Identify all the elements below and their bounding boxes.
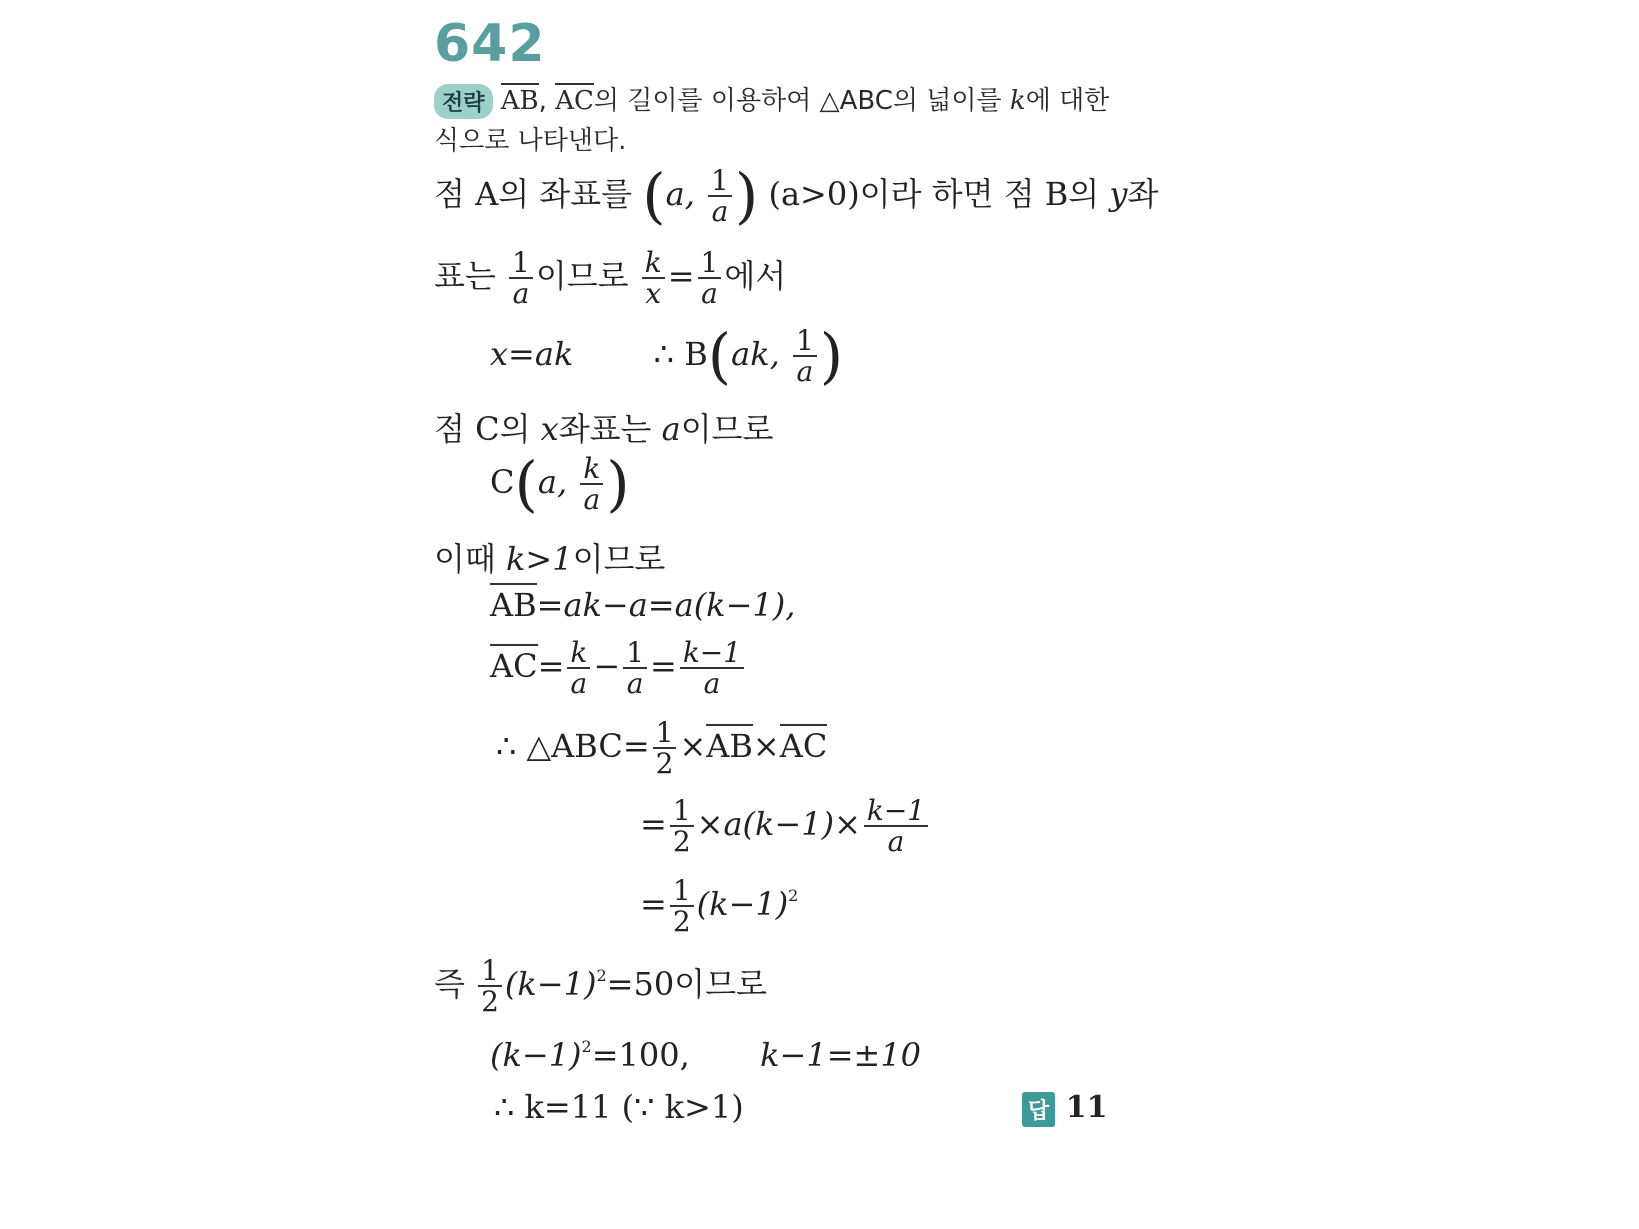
denominator: a bbox=[626, 667, 644, 701]
text: 즉 bbox=[434, 964, 465, 1003]
expression: (k−1) bbox=[504, 964, 597, 1003]
exponent: 2 bbox=[788, 885, 799, 905]
fraction-k-over-a bbox=[580, 454, 603, 515]
denominator: 2 bbox=[481, 985, 499, 1019]
segment-ac: AC bbox=[780, 724, 828, 765]
solution-line-9 bbox=[496, 718, 827, 779]
answer bbox=[1022, 1090, 1107, 1127]
solution-line-12 bbox=[434, 956, 767, 1017]
exponent: 2 bbox=[581, 1037, 592, 1056]
strategy-text1: 의 길이를 이용하여 △ABC의 넓이를 bbox=[593, 86, 1002, 116]
denominator: a bbox=[570, 667, 588, 701]
fraction bbox=[509, 248, 533, 309]
strategy-line bbox=[434, 80, 1109, 119]
solution-line-7 bbox=[490, 586, 795, 624]
fraction-k-over-x bbox=[642, 248, 665, 309]
coord: a, bbox=[537, 462, 568, 501]
expression: (k−1) bbox=[490, 1036, 582, 1074]
coord-a: a, bbox=[665, 174, 695, 213]
var-x: x bbox=[540, 410, 559, 448]
therefore-b: ∴ B bbox=[653, 334, 708, 373]
expression: (k−1) bbox=[696, 884, 789, 923]
numerator: 1 bbox=[653, 718, 677, 749]
denominator: a bbox=[703, 667, 721, 701]
denominator: a bbox=[887, 825, 905, 859]
solution-line-5 bbox=[490, 449, 630, 520]
times: × bbox=[679, 726, 707, 765]
fraction-1-over-a bbox=[708, 166, 732, 227]
equation: =100, bbox=[591, 1036, 690, 1074]
fraction-half bbox=[670, 876, 694, 937]
solution-line-2 bbox=[434, 248, 786, 309]
paren-close: ) bbox=[734, 161, 759, 232]
var-y: y bbox=[1109, 174, 1128, 213]
denominator: a bbox=[711, 195, 729, 229]
text: 이므로 bbox=[680, 410, 774, 448]
segment-ab: AB bbox=[501, 83, 539, 116]
minus: − bbox=[593, 646, 621, 685]
equals: = bbox=[667, 256, 695, 295]
denominator: 2 bbox=[655, 747, 674, 781]
fraction-k-over-a bbox=[567, 638, 590, 699]
strategy-text2: 에 대한 bbox=[1025, 86, 1110, 116]
numerator: 1 bbox=[623, 638, 647, 669]
text: 좌표는 bbox=[558, 410, 652, 448]
text: =50이므로 bbox=[606, 964, 767, 1003]
coord: ak, bbox=[731, 334, 780, 373]
problem-number: 642 bbox=[434, 14, 546, 74]
solution-line-6 bbox=[434, 534, 665, 580]
solution-line-8 bbox=[490, 638, 747, 699]
numerator: k bbox=[580, 454, 603, 485]
comma: , bbox=[538, 86, 547, 116]
denominator: a bbox=[583, 483, 601, 517]
fraction-km1-over-a bbox=[864, 796, 928, 857]
paren-close: ) bbox=[819, 321, 844, 392]
inequality: k>1 bbox=[506, 540, 573, 578]
exponent: 2 bbox=[596, 965, 607, 985]
equals: = bbox=[640, 804, 667, 843]
equation: =ak−a=a(k−1), bbox=[536, 586, 796, 624]
fraction-km1-over-a bbox=[680, 638, 744, 699]
condition: (a>0)이라 하면 점 B의 bbox=[768, 174, 1100, 213]
times: × bbox=[752, 726, 780, 765]
segment-ac: AC bbox=[490, 644, 538, 685]
strategy-line2: 식으로 나타낸다. bbox=[434, 126, 627, 156]
point-c: C bbox=[490, 462, 515, 501]
numerator: 1 bbox=[670, 796, 694, 827]
segment-ac: AC bbox=[555, 83, 594, 116]
denominator: a bbox=[796, 355, 814, 389]
text: 표는 bbox=[434, 256, 496, 295]
paren-open: ( bbox=[642, 161, 666, 232]
fraction-half bbox=[670, 796, 694, 857]
equation: x=ak bbox=[490, 334, 574, 373]
paren-open: ( bbox=[514, 449, 538, 520]
fraction-1-over-a bbox=[623, 638, 647, 699]
var-k: k bbox=[1009, 86, 1026, 116]
equation: k−1=±10 bbox=[760, 1036, 922, 1074]
numerator: k bbox=[642, 248, 665, 279]
solution-line-1 bbox=[434, 161, 1159, 232]
numerator: k−1 bbox=[680, 638, 744, 669]
solution-line-13 bbox=[490, 1036, 921, 1074]
text: 이므로 bbox=[572, 540, 666, 578]
numerator: 1 bbox=[670, 876, 694, 907]
fraction bbox=[793, 326, 817, 387]
denominator: x bbox=[645, 277, 662, 311]
denominator: a bbox=[701, 277, 718, 311]
denominator: 2 bbox=[672, 905, 691, 939]
answer-badge: 답 bbox=[1022, 1092, 1055, 1127]
fraction-half bbox=[653, 718, 677, 779]
solution-line-14: ∴ k=11 (∵ k>1) bbox=[494, 1088, 744, 1126]
text: 에서 bbox=[724, 256, 787, 295]
text: 이므로 bbox=[535, 256, 629, 295]
var-a: a bbox=[661, 410, 681, 448]
paren-open: ( bbox=[707, 321, 732, 392]
solution-line-4 bbox=[434, 404, 773, 450]
strategy-badge: 전략 bbox=[434, 84, 493, 119]
numerator: k−1 bbox=[864, 796, 928, 827]
numerator: 1 bbox=[708, 166, 732, 197]
solution-line-11 bbox=[640, 876, 798, 937]
equals: = bbox=[650, 646, 677, 685]
solution-line-3 bbox=[490, 321, 844, 392]
text: 점 C의 bbox=[434, 410, 531, 448]
equals: = bbox=[640, 884, 667, 923]
numerator: 1 bbox=[793, 326, 817, 357]
segment-ab: AB bbox=[706, 724, 753, 765]
numerator: 1 bbox=[509, 248, 533, 279]
fraction-half bbox=[478, 956, 502, 1017]
numerator: k bbox=[567, 638, 590, 669]
solution-line-10 bbox=[640, 796, 931, 857]
segment-ab: AB bbox=[490, 583, 537, 624]
fraction bbox=[698, 248, 722, 309]
numerator: 1 bbox=[698, 248, 722, 279]
answer-value: 11 bbox=[1065, 1090, 1108, 1125]
text: 좌 bbox=[1127, 174, 1159, 213]
text: 이때 bbox=[434, 540, 496, 578]
denominator: a bbox=[512, 277, 530, 311]
triangle-area: ∴ △ABC= bbox=[496, 726, 650, 765]
denominator: 2 bbox=[672, 825, 691, 859]
numerator: 1 bbox=[478, 956, 502, 987]
text: 점 A의 좌표를 bbox=[434, 174, 633, 213]
expression: ×a(k−1)× bbox=[696, 804, 861, 843]
equals: = bbox=[537, 646, 565, 685]
paren-close: ) bbox=[606, 449, 630, 520]
